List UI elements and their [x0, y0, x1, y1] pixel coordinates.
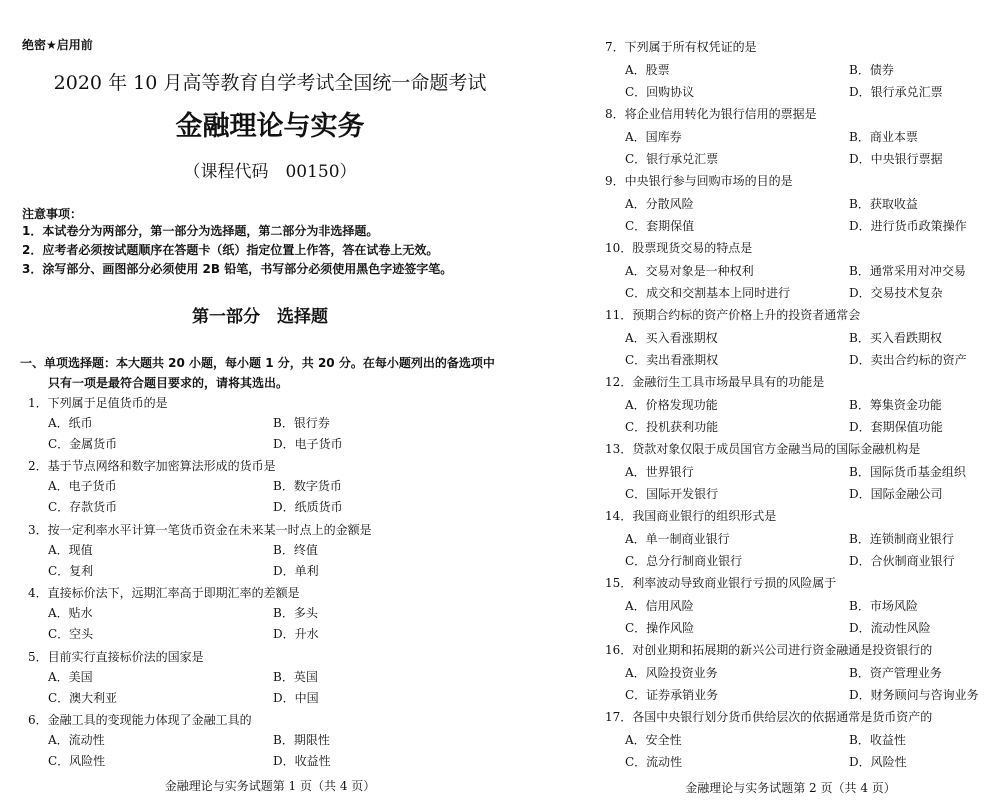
option-c: C．套期保值: [625, 219, 695, 233]
option-c: C．金属货币: [48, 437, 118, 451]
question-text: 9．中央银行参与回购市场的目的是: [605, 174, 793, 188]
option-c: C．证券承销业务: [625, 688, 719, 702]
option-a: A．买入看涨期权: [625, 331, 718, 345]
option-a: A．风险投资业务: [625, 666, 718, 680]
option-b: B．市场风险: [849, 599, 918, 613]
option-b: B．买入看跌期权: [849, 331, 942, 345]
question-text: 10．股票现货交易的特点是: [605, 241, 753, 255]
question-text: 11．预期合约标的资产价格上升的投资者通常会: [605, 308, 861, 322]
option-a: A．单一制商业银行: [625, 532, 730, 546]
option-a: A．美国: [48, 669, 93, 684]
confidential-label: 绝密★启用前: [22, 38, 93, 52]
option-d: D．国际金融公司: [849, 487, 943, 501]
option-b: B．资产管理业务: [849, 666, 942, 680]
option-b: B．银行券: [273, 416, 330, 430]
note-item: 1．本试卷分为两部分，第一部分为选择题，第二部分为非选择题。: [22, 224, 379, 238]
option-d: D．风险性: [849, 755, 907, 769]
option-d: D．流动性风险: [849, 621, 931, 635]
option-a: A．国库券: [625, 130, 682, 144]
option-a: A．纸币: [48, 416, 93, 430]
part-title: 第一部分 选择题: [192, 307, 328, 327]
option-b: B．商业本票: [849, 130, 918, 144]
option-d: D．套期保值功能: [849, 420, 943, 434]
option-d: D．进行货币政策操作: [849, 219, 967, 233]
option-b: B．获取收益: [849, 197, 918, 211]
option-d: D．财务顾问与咨询业务: [849, 688, 979, 702]
option-a: A．安全性: [625, 733, 682, 747]
note-item: 3．涂写部分、画图部分必须使用 2B 铅笔，书写部分必须使用黑色字迹签字笔。: [22, 262, 453, 276]
note-item: 2．应考者必须按试题顺序在答题卡（纸）指定位置上作答，答在试卷上无效。: [22, 243, 439, 257]
option-a: A．流动性: [48, 733, 105, 747]
course-code: （课程代码 00150）: [183, 162, 357, 182]
option-d: D．电子货币: [273, 437, 343, 451]
option-b: B．期限性: [273, 733, 330, 747]
section-heading: 一、单项选择题：本大题共 20 小题，每小题 1 分，共 20 分。在每小题列出的备选项中: [20, 356, 495, 370]
exam-title: 2020 年 10 月高等教育自学考试全国统一命题考试: [53, 72, 487, 94]
question-text: 4．直接标价法下，远期汇率高于即期汇率的差额是: [28, 586, 300, 601]
option-a: A．贴水: [48, 606, 93, 621]
option-b: B．英国: [273, 669, 318, 684]
option-c: C．流动性: [625, 755, 683, 769]
option-b: B．通常采用对冲交易: [849, 264, 966, 278]
option-d: D．银行承兑汇票: [849, 85, 943, 99]
option-c: C．风险性: [48, 754, 106, 768]
option-c: C．回购协议: [625, 85, 695, 99]
question-text: 3．按一定利率水平计算一笔货币资金在未来某一时点上的金额是: [28, 522, 372, 537]
question-text: 17．各国中央银行划分货币供给层次的依据通常是货币资产的: [605, 710, 933, 724]
option-d: D．纸质货币: [273, 500, 343, 515]
question-text: 6．金融工具的变现能力体现了金融工具的: [28, 713, 252, 727]
option-d: D．卖出合约标的资产: [849, 353, 967, 367]
option-c: C．空头: [48, 627, 94, 642]
option-a: A．价格发现功能: [625, 398, 718, 412]
option-b: B．多头: [273, 606, 318, 621]
option-d: D．合伙制商业银行: [849, 554, 955, 568]
question-text: 16．对创业期和拓展期的新兴公司进行资金融通是投资银行的: [605, 643, 933, 657]
option-b: B．国际货币基金组织: [849, 465, 966, 479]
question-text: 2．基于节点网络和数字加密算法形成的货币是: [28, 459, 276, 474]
option-c: C．国际开发银行: [625, 487, 719, 501]
question-text: 5．目前实行直接标价法的国家是: [28, 649, 204, 664]
option-a: A．信用风险: [625, 599, 694, 613]
option-b: B．数字货币: [273, 479, 342, 494]
notes-title: 注意事项：: [22, 207, 83, 221]
option-d: D．单利: [273, 563, 319, 578]
option-d: D．交易技术复杂: [849, 286, 943, 300]
option-a: A．现值: [48, 542, 93, 557]
option-c: C．成交和交割基本上同时进行: [625, 286, 791, 300]
option-c: C．复利: [48, 563, 94, 578]
option-b: B．筹集资金功能: [849, 398, 942, 412]
option-a: A．电子货币: [48, 479, 117, 494]
option-c: C．总分行制商业银行: [625, 554, 743, 568]
question-text: 8．将企业信用转化为银行信用的票据是: [605, 107, 817, 121]
question-text: 12．金融衍生工具市场最早具有的功能是: [605, 375, 825, 389]
page-footer: 金融理论与实务试题第 2 页（共 4 页）: [685, 781, 896, 795]
section-heading-cont: 只有一项是最符合题目要求的，请将其选出。: [48, 376, 289, 390]
question-text: 7．下列属于所有权凭证的是: [605, 40, 757, 54]
option-a: A．股票: [625, 63, 670, 77]
question-text: 15．利率波动导致商业银行亏损的风险属于: [605, 576, 837, 590]
option-d: D．中央银行票据: [849, 152, 943, 166]
option-c: C．存款货币: [48, 500, 118, 515]
option-b: B．终值: [273, 542, 318, 557]
option-a: A．分散风险: [625, 197, 694, 211]
question-text: 1．下列属于足值货币的是: [28, 396, 168, 410]
option-d: D．升水: [273, 627, 319, 642]
option-c: C．卖出看涨期权: [625, 353, 719, 367]
option-c: C．澳大利亚: [48, 690, 118, 705]
option-d: D．收益性: [273, 754, 331, 768]
subject-title: 金融理论与实务: [175, 111, 365, 142]
option-a: A．交易对象是一种权利: [625, 264, 754, 278]
option-c: C．操作风险: [625, 621, 695, 635]
right-page: [585, 0, 996, 805]
option-d: D．中国: [273, 690, 319, 705]
question-text: 14．我国商业银行的组织形式是: [605, 509, 777, 523]
option-b: B．收益性: [849, 733, 906, 747]
option-a: A．世界银行: [625, 465, 694, 479]
page-footer: 金融理论与实务试题第 1 页（共 4 页）: [164, 779, 376, 793]
option-c: C．银行承兑汇票: [625, 152, 719, 166]
option-b: B．债券: [849, 63, 894, 77]
option-b: B．连锁制商业银行: [849, 532, 954, 546]
question-text: 13．贷款对象仅限于成员国官方金融当局的国际金融机构是: [605, 442, 921, 456]
option-c: C．投机获利功能: [625, 420, 719, 434]
